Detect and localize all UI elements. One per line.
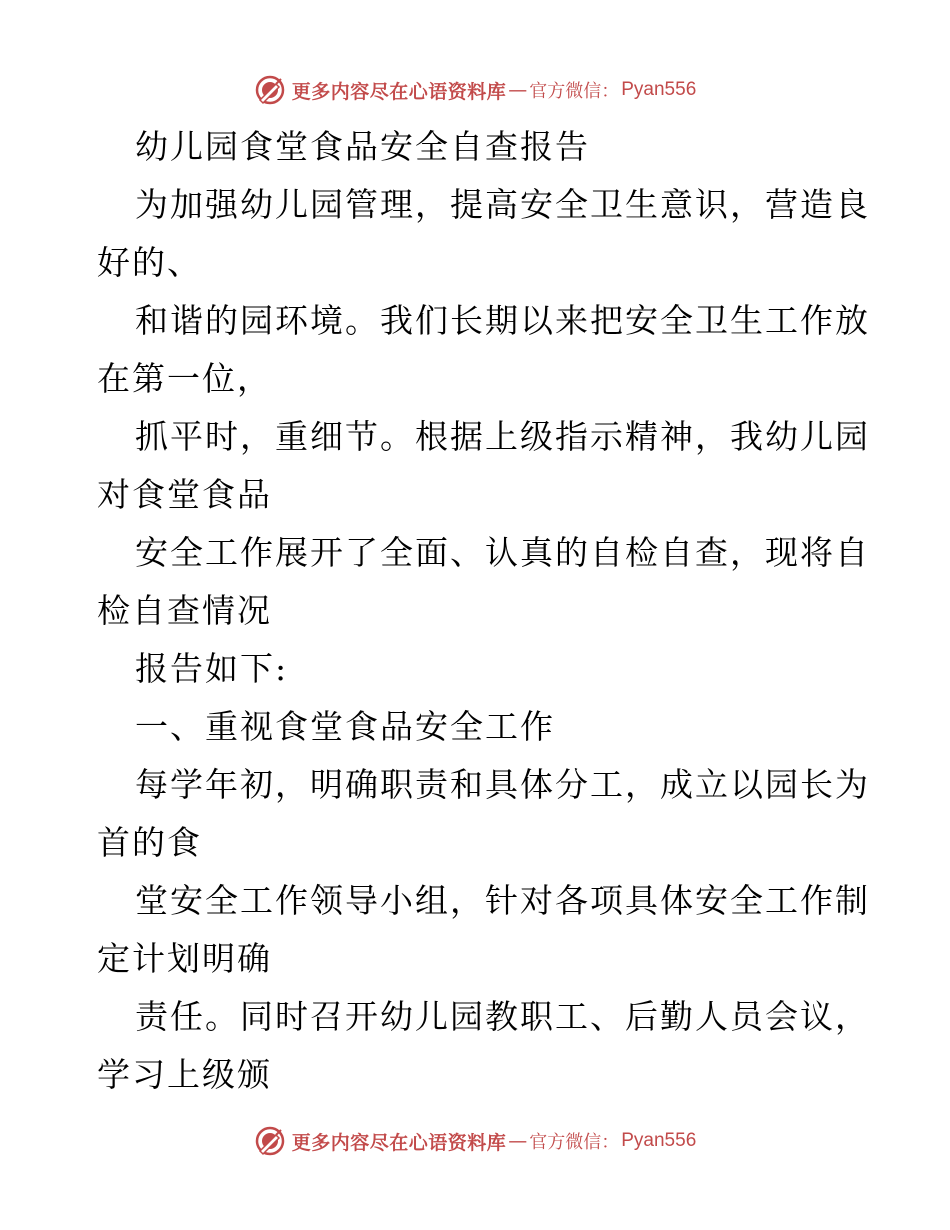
footer-watermark bbox=[0, 1121, 950, 1161]
paragraph-line: 在第一位， bbox=[97, 359, 272, 398]
watermark-dash: — bbox=[508, 1130, 528, 1152]
paragraph-line: 学习上级颁 bbox=[97, 1055, 272, 1094]
watermark-brand: 更多内容尽在心语资料库 bbox=[291, 80, 507, 103]
watermark-wechat-id: Pyan556 bbox=[621, 1130, 697, 1151]
paragraph-line: 定计划明确 bbox=[97, 939, 272, 978]
paragraph-line: 检自查情况 bbox=[97, 591, 272, 630]
pen-logo-icon bbox=[254, 74, 286, 106]
paragraph-line: 安全工作展开了全面、认真的自检自查，现将自 bbox=[135, 533, 870, 572]
paragraph-line: 堂安全工作领导小组，针对各项具体安全工作制 bbox=[135, 881, 870, 920]
paragraph-line: 责任。同时召开幼儿园教职工、后勤人员会议， bbox=[135, 997, 870, 1036]
paragraph-line: 为加强幼儿园管理，提高安全卫生意识，营造良 bbox=[135, 185, 870, 224]
watermark-dash: — bbox=[508, 79, 528, 101]
paragraph-line: 抓平时，重细节。根据上级指示精神，我幼儿园 bbox=[135, 417, 870, 456]
paragraph-line: 对食堂食品 bbox=[97, 475, 272, 514]
pen-logo-icon bbox=[254, 1125, 286, 1157]
document-title: 幼儿园食堂食品安全自查报告 bbox=[135, 127, 590, 166]
header-watermark bbox=[0, 70, 950, 110]
paragraph-line: 首的食 bbox=[97, 823, 202, 862]
watermark-wechat-id: Pyan556 bbox=[621, 79, 697, 100]
watermark-brand: 更多内容尽在心语资料库 bbox=[291, 1131, 507, 1154]
watermark-official-label: 官方微信： bbox=[529, 81, 620, 102]
section-heading: 一、重视食堂食品安全工作 bbox=[135, 707, 555, 746]
document-body bbox=[97, 118, 870, 1104]
watermark-official-label: 官方微信： bbox=[529, 1132, 620, 1153]
paragraph-line: 每学年初，明确职责和具体分工，成立以园长为 bbox=[135, 765, 870, 804]
paragraph-line: 报告如下: bbox=[135, 649, 289, 688]
paragraph-line: 和谐的园环境。我们长期以来把安全卫生工作放 bbox=[135, 301, 870, 340]
paragraph-line: 好的、 bbox=[97, 243, 202, 282]
